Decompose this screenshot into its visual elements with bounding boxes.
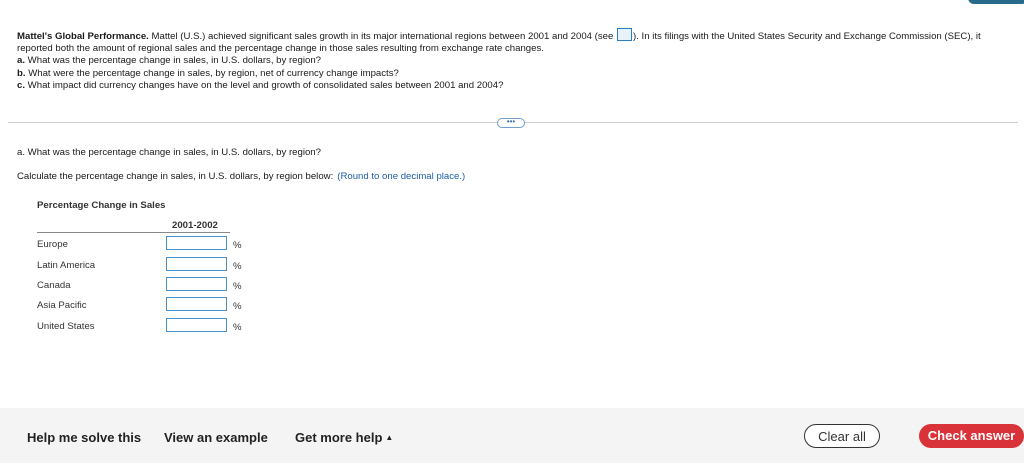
caret-up-icon: ▲ [385,433,394,442]
asia-pacific-input[interactable] [166,297,227,311]
footer-bar [0,408,1024,463]
percent-unit: % [233,322,242,333]
help-me-solve-link[interactable]: Help me solve this [27,430,142,445]
row-label: Latin America [37,260,96,271]
check-answer-button[interactable]: Check answer [919,424,1024,448]
table-header-rule [37,232,230,233]
row-label: United States [37,321,95,332]
table-title: Percentage Change in Sales [37,200,166,211]
percent-unit: % [233,281,242,292]
view-example-link[interactable]: View an example [164,430,268,445]
column-header: 2001-2002 [172,220,218,231]
row-label: Europe [37,239,68,250]
problem-statement [17,28,1007,92]
canada-input[interactable] [166,277,227,291]
problem-text-after-icon: ). In its filings with the United States Security and Exchange Commission (SEC), it reported both the amount of regional sales and the percentage change in those sales resulting from exchange rate changes. [17,31,981,55]
problem-text-before-icon: Mattel (U.S.) achieved significant sales growth in its major international regions between 2001 and 2004 (see [148,31,616,42]
latin-america-input[interactable] [166,257,227,271]
part-a-text: What was the percentage change in sales, in U.S. dollars, by region? [25,55,321,67]
problem-intro [17,28,1007,55]
percent-unit: % [233,301,242,312]
part-a [17,55,1007,67]
get-more-help-label: Get more help [295,430,383,445]
part-b-text: What were the percentage change in sales, by region, net of currency change impacts? [25,67,399,79]
row-label: Canada [37,280,71,291]
europe-input[interactable] [166,236,227,250]
instruction-text: Calculate the percentage change in sales, in U.S. dollars, by region below: [17,171,334,182]
header-pill-button[interactable] [968,0,1024,4]
question-prompt: a. What was the percentage change in sales, in U.S. dollars, by region? [17,147,321,158]
part-c-prefix: c. [17,79,26,91]
question-instruction [17,171,465,182]
part-a-prefix: a. [17,55,26,67]
rounding-hint: (Round to one decimal place.) [337,171,466,182]
row-label: Asia Pacific [37,300,87,311]
clear-all-button[interactable]: Clear all [804,424,880,448]
get-more-help-link[interactable] [295,430,393,445]
expand-more-button[interactable]: ••• [497,118,525,128]
united-states-input[interactable] [166,318,227,332]
problem-title: Mattel's Global Performance. [17,31,149,42]
part-c [17,80,1007,92]
data-table-icon[interactable] [617,28,632,41]
part-c-text: What impact did currency changes have on the level and growth of consolidated sales between 2001 and 2004? [25,79,504,91]
part-b [17,68,1007,80]
percent-unit: % [233,240,242,251]
percent-unit: % [233,261,242,272]
top-header-strip [0,0,1024,10]
part-b-prefix: b. [17,67,26,79]
